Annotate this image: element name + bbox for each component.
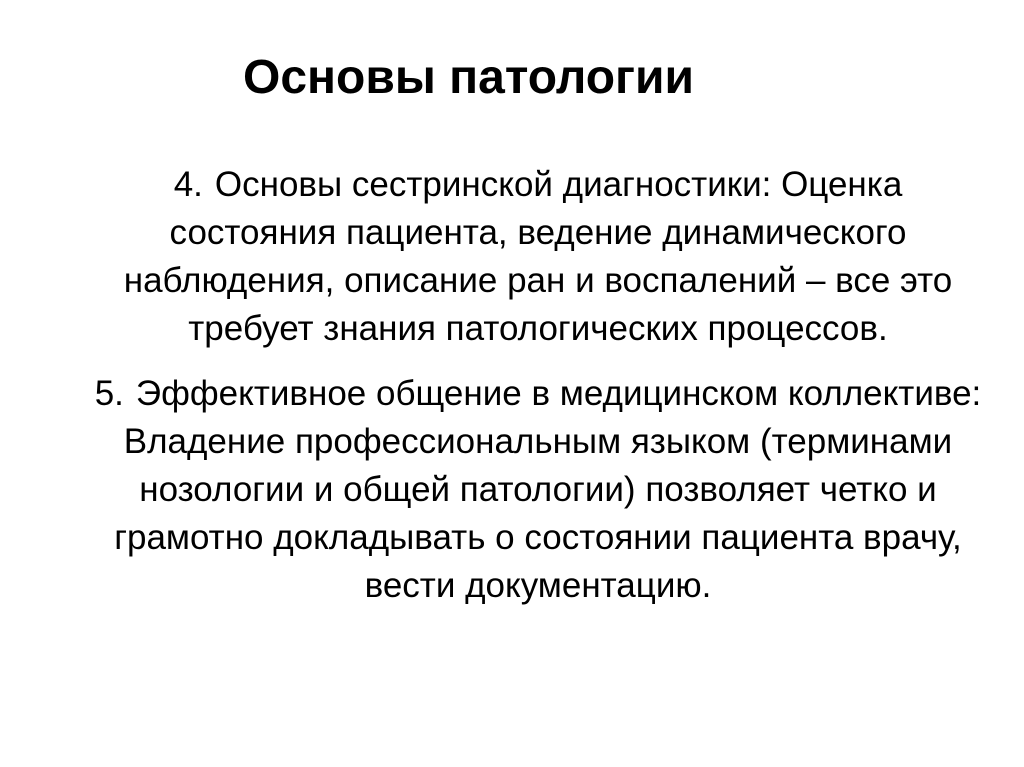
list-item-number: 5. <box>94 374 124 413</box>
list-item-number: 4. <box>173 165 203 204</box>
list-item-text: Эффективное общение в медицинском коллективе: Владение профессиональным языком (терминами нозологии и общей патологии) позволяет четко и грамотно докладывать о состоянии пациента врачу, вести документацию. <box>114 374 982 605</box>
list-item <box>92 370 984 610</box>
list-item <box>92 161 984 353</box>
slide-title: Основы патологии <box>243 51 695 104</box>
list-item-text: Основы сестринской диагностики: Оценка состояния пациента, ведение динамического наблюдения, описание ран и воспалений – все это требует знания патологических процессов. <box>123 165 953 348</box>
slide-body-list <box>92 161 984 627</box>
